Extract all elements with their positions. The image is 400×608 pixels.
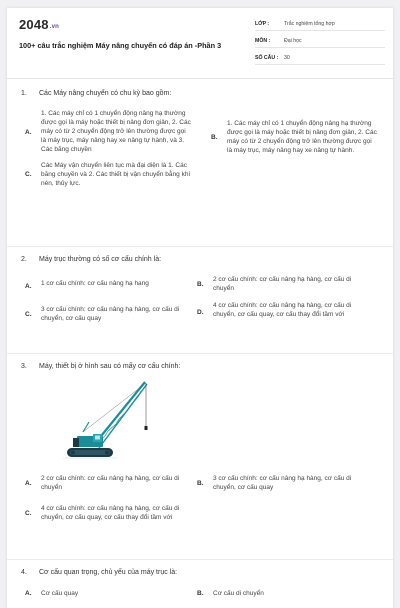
answer-row <box>21 589 393 598</box>
answer-text: 4 cơ cấu chính: cơ cấu nâng hạ hàng, cơ cấu di chuyển, cơ cấu quay, cơ cấu thay đổi tầm với <box>41 505 180 521</box>
question-text <box>21 255 393 265</box>
meta-label: MÔN : <box>255 38 271 44</box>
answer-option-c[interactable] <box>21 504 207 522</box>
answer-letter: A. <box>25 282 32 290</box>
answer-option-a[interactable] <box>21 589 193 598</box>
question-text <box>21 89 393 99</box>
answer-text: 1. Các máy chỉ có 1 chuyển động nâng hạ thường được gọi là máy hoặc thiết bị nâng đơn giản, 2. Các máy có từ 2 chuyển động trở lên thường được gọi là máy trục, máy nâng hay xe nâng tự hành. <box>227 120 377 154</box>
question-3 <box>7 354 393 559</box>
answer-row <box>21 109 393 155</box>
question-1 <box>7 78 393 246</box>
answer-letter: A. <box>25 479 32 487</box>
document-page <box>7 8 393 608</box>
answer-letter: C. <box>25 310 32 318</box>
answer-text: 1 cơ cấu chính: cơ cấu nâng hạ hang <box>41 280 149 287</box>
answer-text: 3 cơ cấu chính: cơ cấu nâng hạ hàng, cơ cấu di chuyển, cơ cấu quay <box>213 475 352 491</box>
answer-option-b[interactable] <box>193 474 365 492</box>
question-text <box>21 568 393 578</box>
answer-text: 1. Các máy chỉ có 1 chuyển động nâng hạ thường được gọi là máy hoặc thiết bị nâng đơn giản, 2. Các máy có từ 2 chuyển động trở lên thường được gọi là máy trục, máy nâng hay xe nâng tự hành, và 3. Các băng chuyền <box>41 110 191 153</box>
answer-letter: B. <box>197 280 204 288</box>
answer-text: Cơ cấu quay <box>41 590 79 597</box>
answer-text: 4 cơ cấu chính: cơ cấu nâng hạ hàng, cơ cấu di chuyển, cơ cấu quay, cơ cấu thay đổi tầm với <box>213 302 352 318</box>
logo-text: 2048 <box>19 17 49 32</box>
answer-option-d[interactable] <box>193 301 365 323</box>
question-4 <box>7 560 393 598</box>
answer-text: Cơ cấu di chuyển <box>213 590 264 597</box>
question-number: 4. <box>21 569 27 576</box>
question-number: 1. <box>21 90 27 97</box>
question-list <box>7 78 393 598</box>
question-prompt: Máy, thiết bị ở hình sau có mấy cơ cấu chính: <box>39 363 181 370</box>
meta-row-count <box>255 49 385 65</box>
question-number: 2. <box>21 256 27 263</box>
meta-row-subject <box>255 32 385 48</box>
answer-letter: C. <box>25 509 32 517</box>
answer-letter: C. <box>25 171 32 178</box>
answer-option-b[interactable] <box>193 275 365 293</box>
question-2 <box>7 247 393 353</box>
answer-row <box>21 301 393 323</box>
answer-option-c[interactable] <box>21 161 207 188</box>
meta-value: Trắc nghiệm tổng hợp <box>284 21 335 27</box>
crawler-crane-illustration <box>53 378 153 468</box>
answer-row <box>21 474 393 492</box>
document-header <box>7 8 393 79</box>
document-meta <box>255 15 385 66</box>
answer-text: 3 cơ cấu chính: cơ cấu nâng hạ hàng, cơ cấu di chuyển, cơ cấu quay <box>41 306 180 322</box>
answer-option-a[interactable] <box>21 109 207 155</box>
answer-option-a[interactable] <box>21 474 193 492</box>
answer-letter: D. <box>197 308 204 316</box>
answer-letter: B. <box>211 133 218 141</box>
answer-text: 2 cơ cấu chính: cơ cấu nâng hạ hàng, cơ cấu di chuyển <box>213 276 352 292</box>
meta-value: Đại học <box>284 38 302 44</box>
meta-label: LỚP : <box>255 21 270 27</box>
meta-label: SỐ CÂU : <box>255 55 279 61</box>
logo-suffix: .vn <box>49 24 60 30</box>
answer-row <box>21 275 393 293</box>
answer-letter: B. <box>197 590 204 597</box>
crane-image <box>53 378 153 468</box>
answer-text: 2 cơ cấu chính: cơ cấu nâng hạ hàng, cơ cấu di chuyển <box>41 475 180 491</box>
answer-option-b[interactable] <box>193 589 365 598</box>
meta-row-class <box>255 15 385 31</box>
question-number: 3. <box>21 363 27 370</box>
question-prompt: Máy trục thường có số cơ cấu chính là: <box>39 256 162 263</box>
question-prompt: Cơ cấu quan trọng, chủ yếu của máy trục là: <box>39 569 178 576</box>
answer-letter: A. <box>25 590 32 597</box>
meta-value: 30 <box>284 55 290 61</box>
answer-letter: B. <box>197 479 204 487</box>
question-prompt: Các Máy nâng chuyển có chu kỳ bao gồm: <box>39 90 172 97</box>
document-title: 100+ câu trắc nghiệm Máy nâng chuyển có đáp án -Phần 3 <box>19 41 222 50</box>
answer-text: Các Máy vận chuyển liên tục mà đại diện là 1. Các băng chuyền và 2. Các thiết bị vận chuyển bằng khí nén, thủy lực. <box>41 162 191 187</box>
answer-letter: A. <box>25 128 32 136</box>
answer-option-a[interactable] <box>21 279 193 293</box>
answer-option-c[interactable] <box>21 305 193 323</box>
site-logo[interactable] <box>19 17 59 32</box>
answer-option-b[interactable] <box>207 119 377 155</box>
question-text <box>21 362 393 372</box>
